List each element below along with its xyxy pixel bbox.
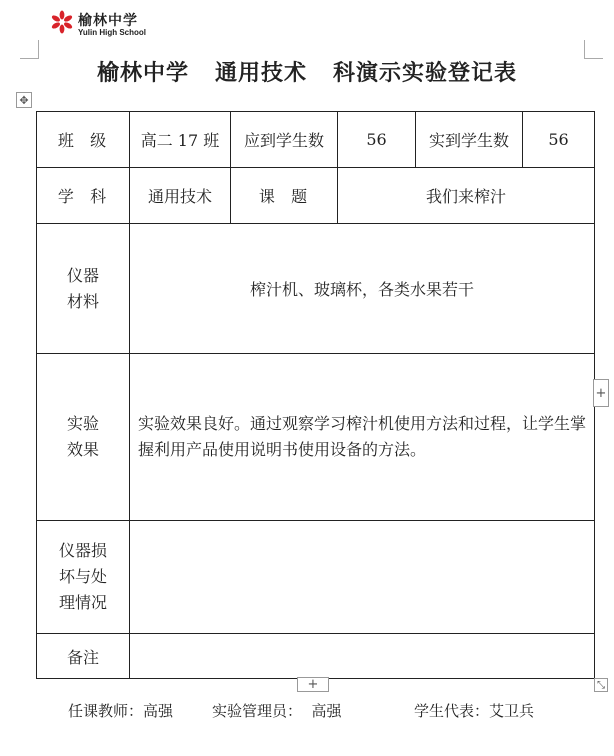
plus-icon: +	[595, 385, 607, 401]
effect-label: 实验效果	[37, 354, 130, 521]
subject-value[interactable]: 通用技术	[130, 168, 231, 224]
actual-students-label: 实到学生数	[416, 112, 523, 168]
student-representative-signature: 学生代表：艾卫兵	[414, 702, 535, 720]
materials-label: 仪器材料	[37, 224, 130, 354]
topic-value[interactable]: 我们来榨汁	[338, 168, 595, 224]
table-row	[37, 168, 595, 224]
add-column-button[interactable]	[593, 379, 609, 407]
topic-label: 课 题	[231, 168, 338, 224]
move-icon: ✥	[19, 93, 29, 107]
table-row	[37, 634, 595, 679]
manager-signature: 实验管理员： 高强	[212, 702, 342, 720]
school-logo	[50, 10, 160, 40]
class-value[interactable]: 高二 17 班	[130, 112, 231, 168]
materials-value[interactable]: 榨汁机、玻璃杯，各类水果若干	[130, 224, 595, 354]
add-row-button[interactable]	[297, 677, 329, 692]
class-label: 班 级	[37, 112, 130, 168]
school-name: 榆林中学	[78, 13, 138, 29]
subject-label: 学 科	[37, 168, 130, 224]
table-row	[37, 354, 595, 521]
damage-value[interactable]	[130, 521, 595, 634]
table-move-handle[interactable]	[16, 92, 32, 108]
registration-table	[36, 111, 595, 679]
plus-icon: +	[307, 677, 319, 692]
notes-value[interactable]	[130, 634, 595, 679]
table-resize-handle[interactable]	[594, 678, 608, 692]
expected-students-label: 应到学生数	[231, 112, 338, 168]
damage-label: 仪器损坏与处理情况	[37, 521, 130, 634]
table-row	[37, 521, 595, 634]
table-row	[37, 224, 595, 354]
resize-icon: ⤡	[597, 679, 605, 691]
document-title: 榆林中学 通用技术 科演示实验登记表	[97, 61, 517, 86]
table-row	[37, 112, 595, 168]
school-name-english: Yulin High School	[78, 28, 146, 37]
notes-label: 备注	[37, 634, 130, 679]
expected-students-value[interactable]: 56	[338, 112, 416, 168]
school-logo-icon	[50, 10, 74, 34]
teacher-signature: 任课教师：高强	[68, 702, 174, 720]
actual-students-value[interactable]: 56	[523, 112, 595, 168]
effect-value[interactable]: 实验效果良好。通过观察学习榨汁机使用方法和过程，让学生掌握利用产品使用说明书使用设备的方法。	[130, 354, 595, 521]
